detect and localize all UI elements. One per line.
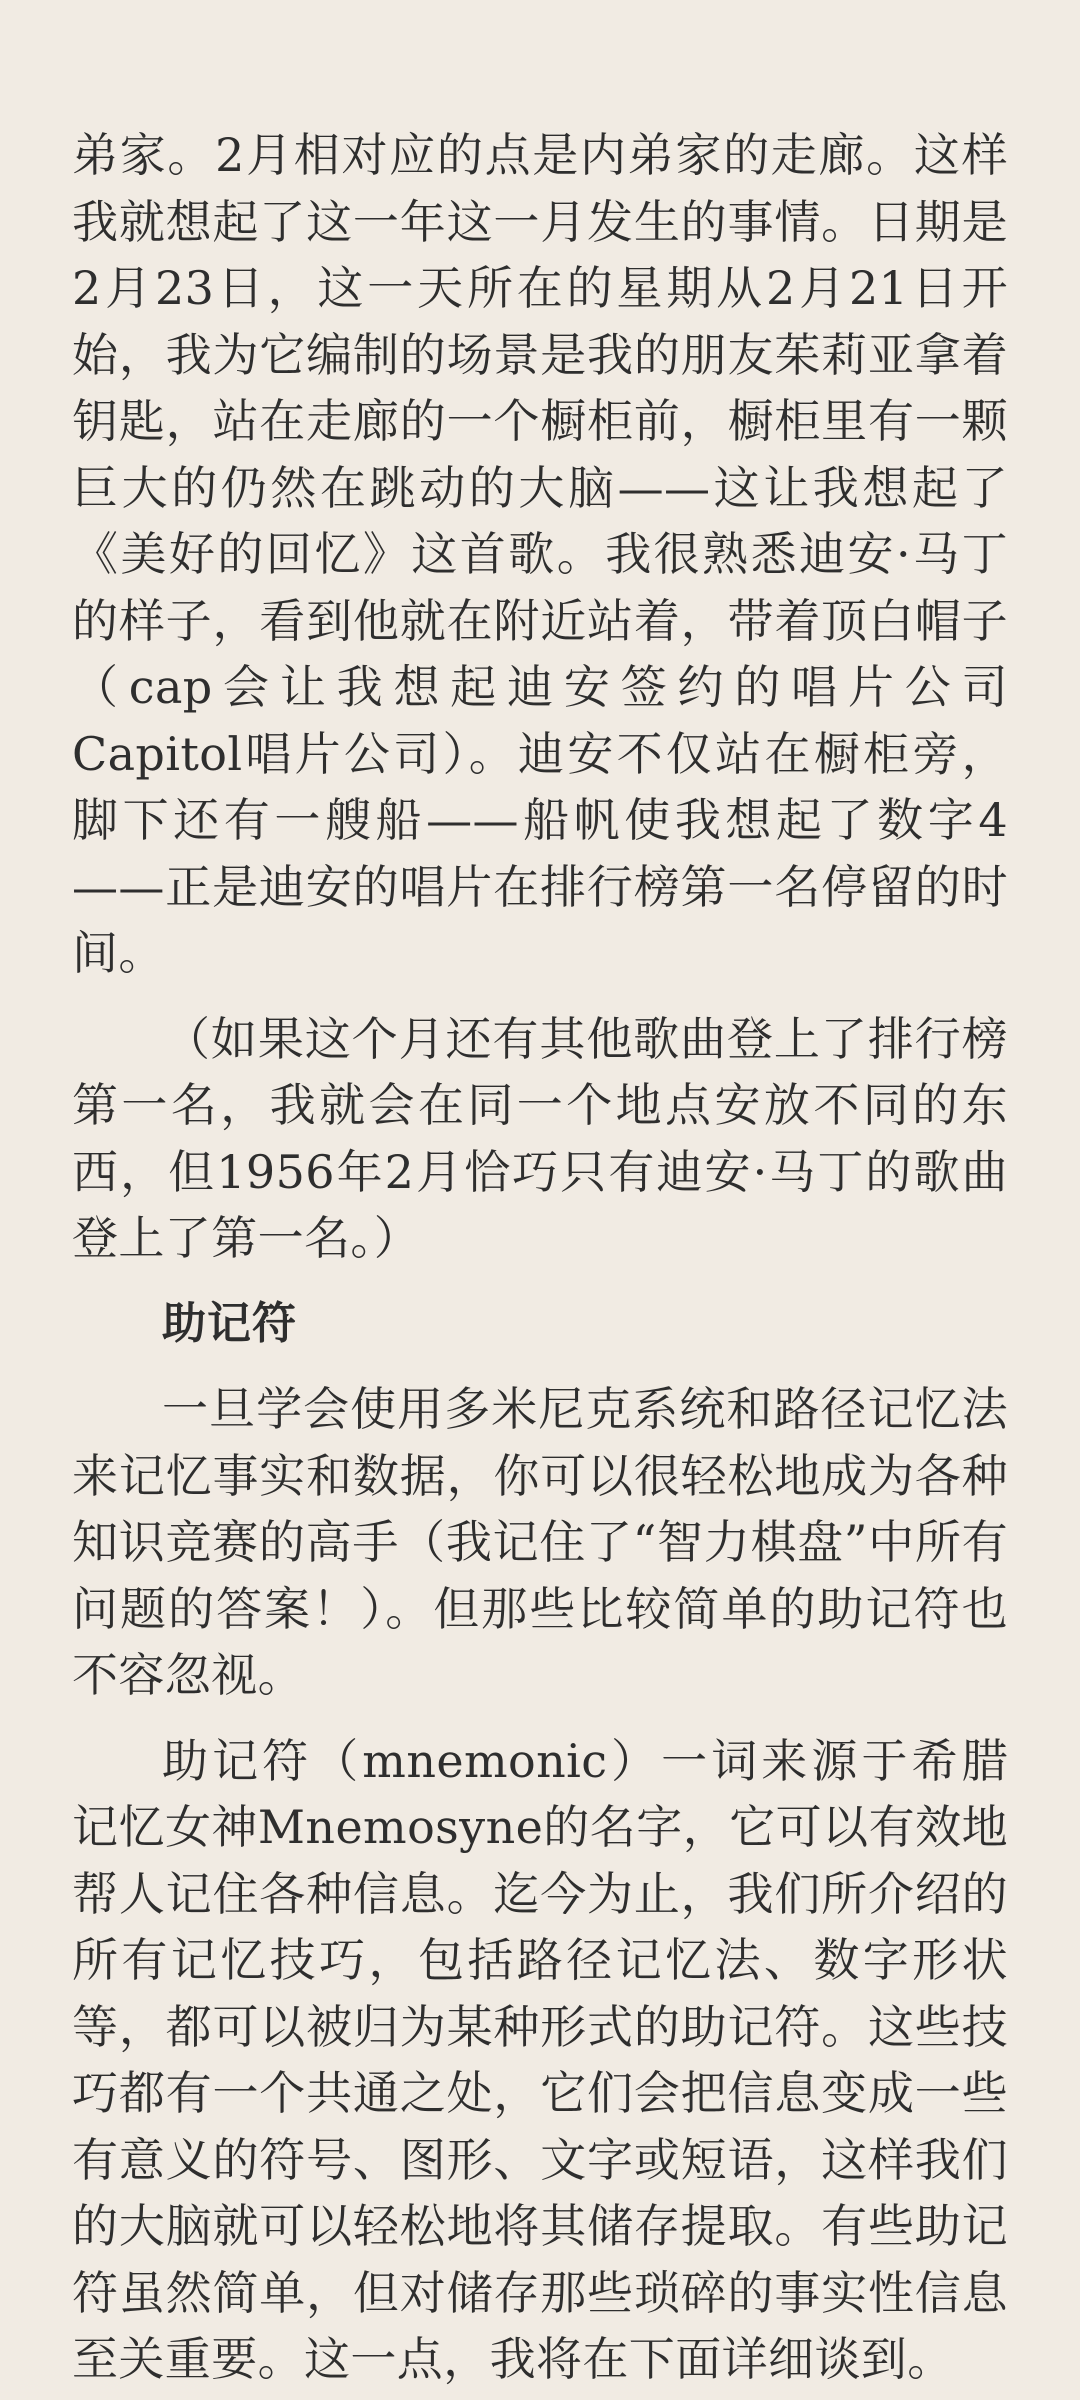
- paragraph-continued: 弟家。2月相对应的点是内弟家的走廊。这样我就想起了这一年这一月发生的事情。日期是2月23日，这一天所在的星期从2月21日开始，我为它编制的场景是我的朋友茱莉亚拿着钥匙，站在走廊的一个橱柜前，橱柜里有一颗巨大的仍然在跳动的大脑——这让我想起了《美好的回忆》这首歌。我很熟悉迪安·马丁的样子，看到他就在附近站着，带着顶白帽子（cap会让我想起迪安签约的唱片公司Capitol唱片公司）。迪安不仅站在橱柜旁，脚下还有一艘船——船帆使我想起了数字4——正是迪安的唱片在排行榜第一名停留的时间。: [72, 128, 1008, 980]
- paragraph-intro: 一旦学会使用多米尼克系统和路径记忆法来记忆事实和数据，你可以很轻松地成为各种知识竞赛的高手（我记住了“智力棋盘”中所有问题的答案！）。但那些比较简单的助记符也不容忽视。: [72, 1382, 1008, 1702]
- book-page: [72, 122, 1008, 2393]
- paragraph-definition: 助记符（mnemonic）一词来源于希腊记忆女神Mnemosyne的名字，它可以有效地帮人记住各种信息。迄今为止，我们所介绍的所有记忆技巧，包括路径记忆法、数字形状等，都可以被归为某种形式的助记符。这些技巧都有一个共通之处，它们会把信息变成一些有意义的符号、图形、文字或短语，这样我们的大脑就可以轻松地将其储存提取。有些助记符虽然简单，但对储存那些琐碎的事实性信息至关重要。这一点，我将在下面详细谈到。: [72, 1733, 1008, 2386]
- paragraph-note: （如果这个月还有其他歌曲登上了排行榜第一名，我就会在同一个地点安放不同的东西，但1956年2月恰巧只有迪安·马丁的歌曲登上了第一名。）: [72, 1011, 1008, 1265]
- section-heading: 助记符: [162, 1297, 297, 1349]
